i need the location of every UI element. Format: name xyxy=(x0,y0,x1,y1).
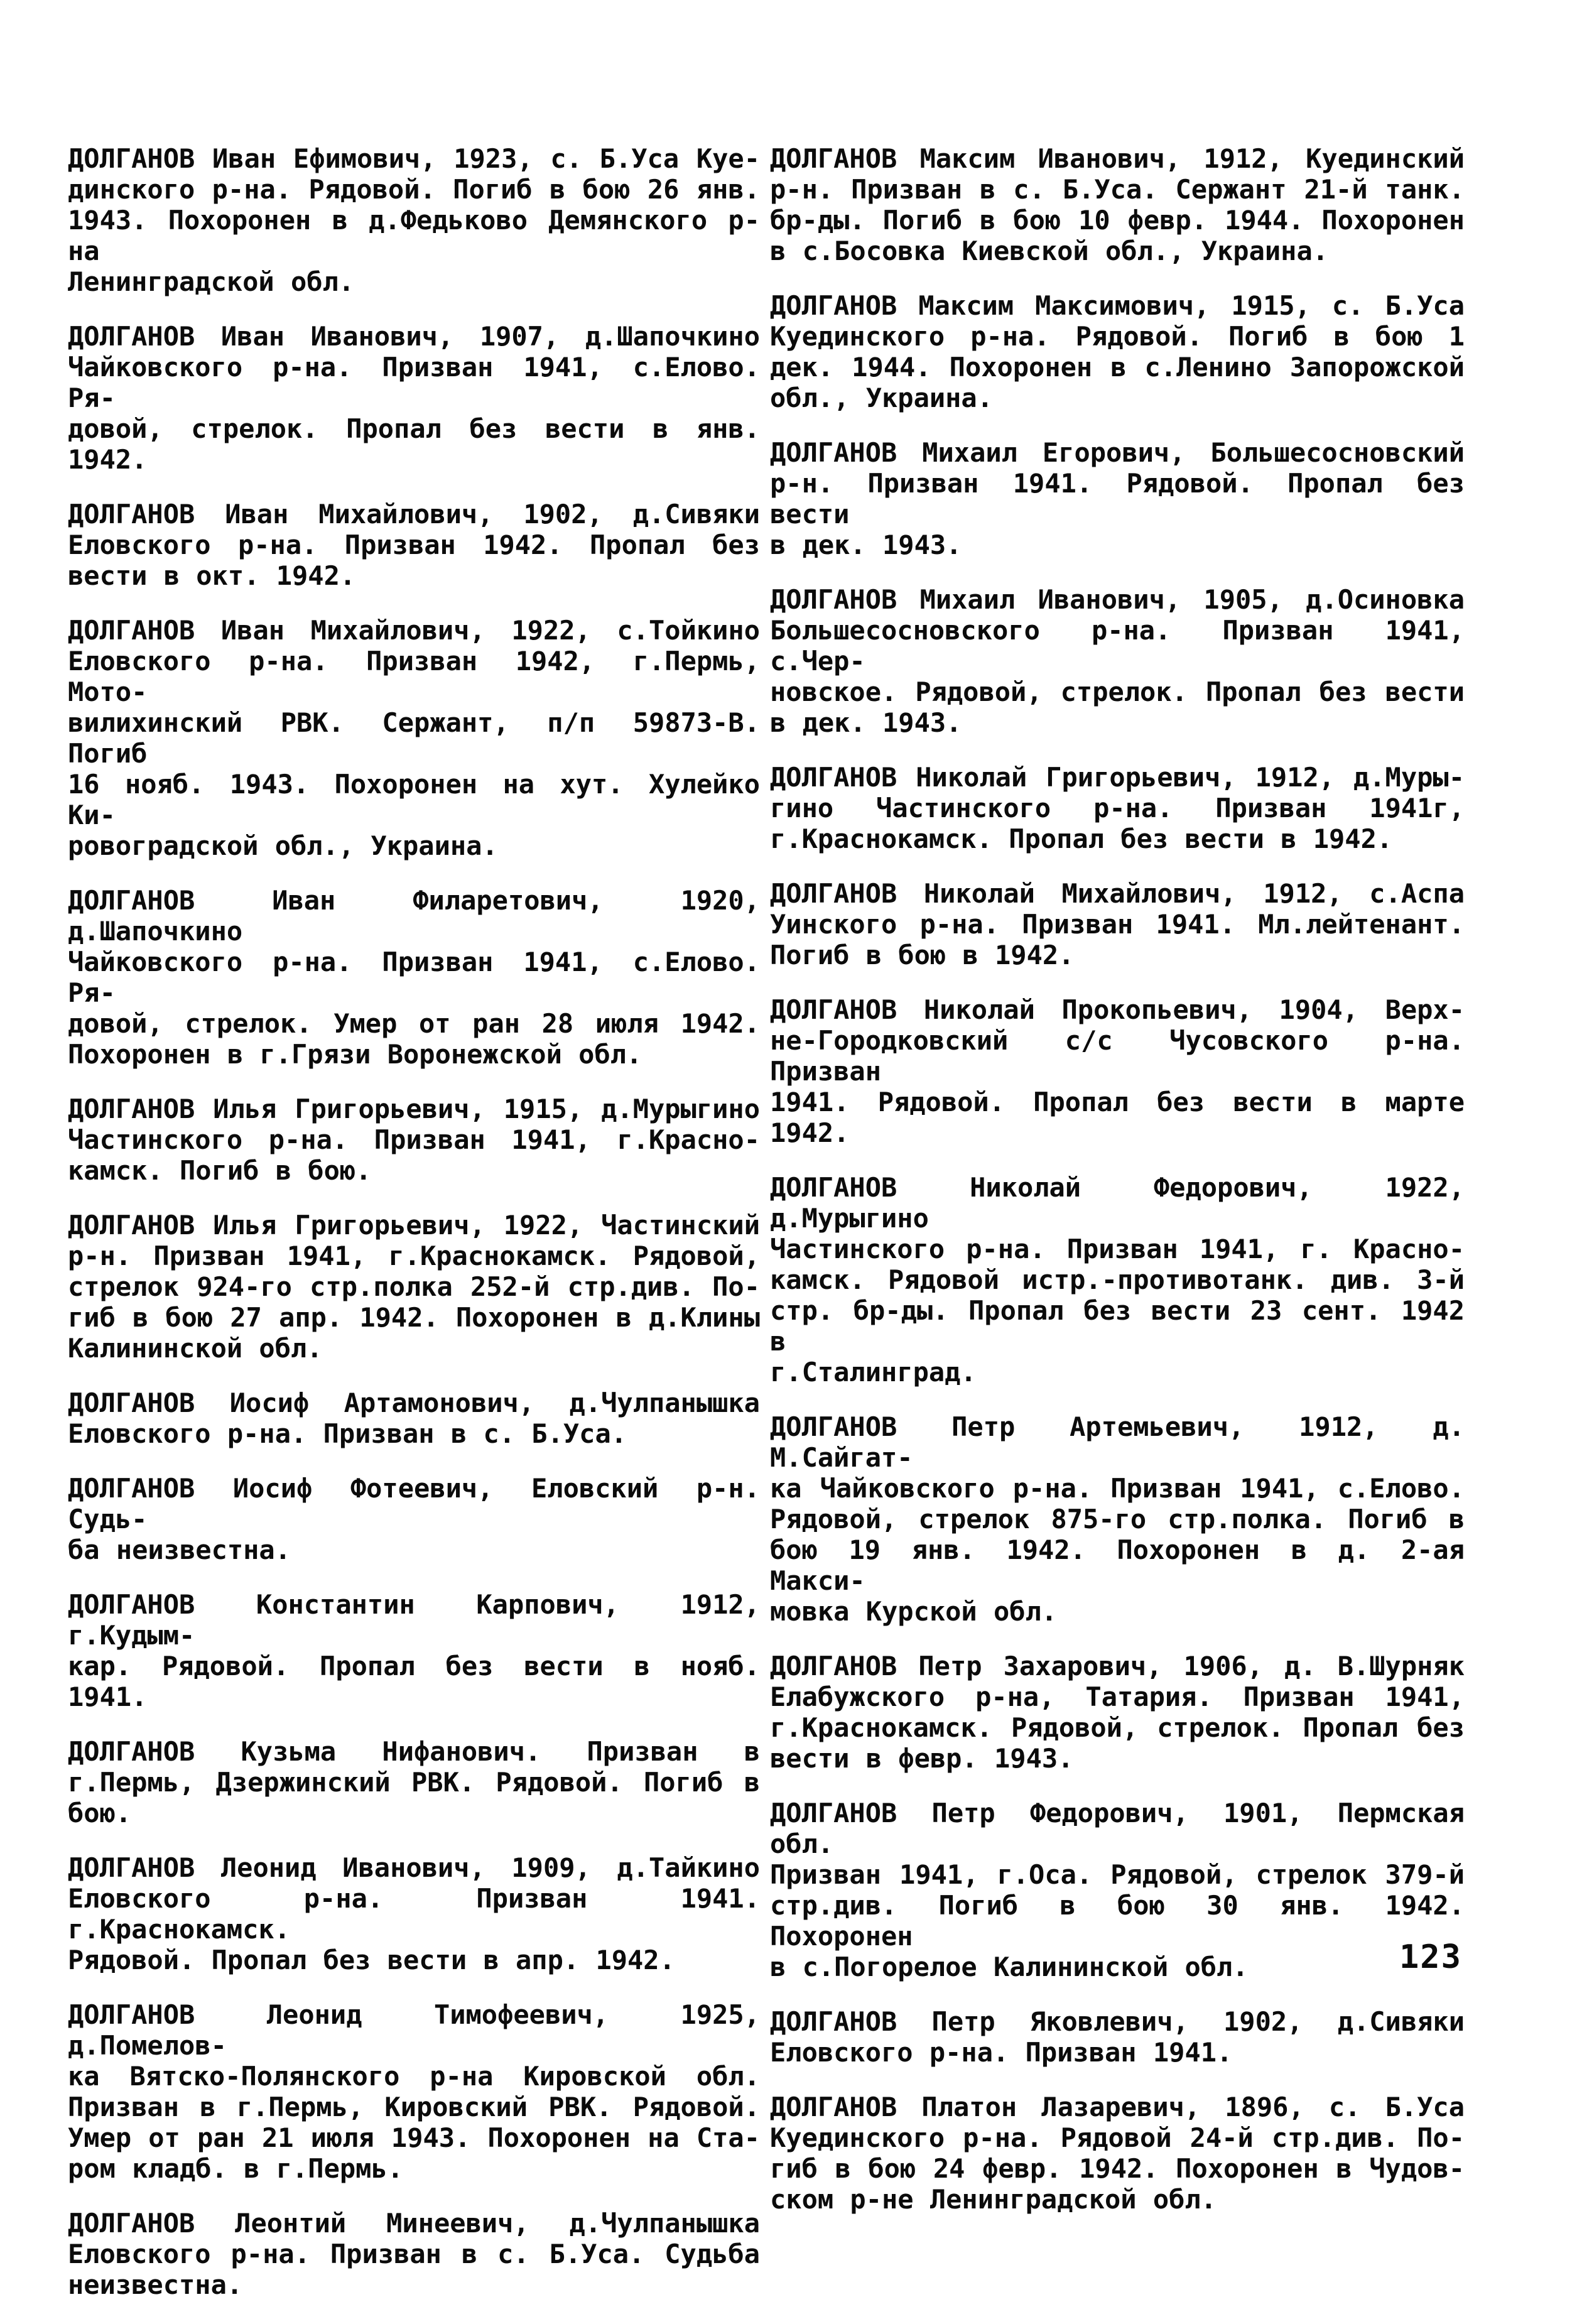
entry-line: вилихинский РВК. Сержант, п/п 59873-В. Погиб xyxy=(68,707,760,769)
entry-line: стр. бр-ды. Пропал без вести 23 сент. 1942 в xyxy=(770,1295,1465,1357)
entry-line: ДОЛГАНОВ Иван Филаретович, 1920, д.Шапочкино xyxy=(68,885,760,947)
entry-line: обл., Украина. xyxy=(770,383,994,413)
entry-line: неизвестна. xyxy=(68,2269,243,2300)
entry-line: Еловского р-на. Призван 1941. г.Краснокамск. xyxy=(68,1883,760,1945)
entry-line: ДОЛГАНОВ Петр Федорович, 1901, Пермская обл. xyxy=(770,1798,1465,1859)
entry-line: мовка Курской обл. xyxy=(770,1596,1058,1627)
entry-line: Куединского р-на. Рядовой 24-й стр.див. По- xyxy=(770,2122,1465,2153)
entry-line: гино Частинского р-на. Призван 1941г, xyxy=(770,793,1465,823)
entry-line: ДОЛГАНОВ Петр Захарович, 1906, д. В.Шурняк xyxy=(770,1651,1465,1681)
entry-line: Куединского р-на. Рядовой. Погиб в бою 1 xyxy=(770,321,1465,352)
entry-line: г.Пермь, Дзержинский РВК. Рядовой. Погиб в xyxy=(68,1767,760,1798)
entry-line: в дек. 1943. xyxy=(770,529,962,560)
entry-line: дек. 1944. Похоронен в с.Ленино Запорожской xyxy=(770,352,1465,383)
entry-line: в с.Погорелое Калининской обл. xyxy=(770,1952,1249,1982)
entry-line: ДОЛГАНОВ Кузьма Нифанович. Призван в xyxy=(68,1736,760,1767)
entry-line: ДОЛГАНОВ Иван Ефимович, 1923, с. Б.Уса Куе- xyxy=(68,143,760,174)
entry-line: ДОЛГАНОВ Николай Михайлович, 1912, с.Аспа xyxy=(770,878,1465,909)
entry-line: ДОЛГАНОВ Леонид Тимофеевич, 1925, д.Помелов- xyxy=(68,1999,760,2061)
entry-line: ДОЛГАНОВ Максим Иванович, 1912, Куединский xyxy=(770,143,1465,174)
entry-line: камск. Рядовой истр.-противотанк. див. 3-й xyxy=(770,1264,1465,1295)
entry-line: Призван в г.Пермь, Кировский РВК. Рядовой. xyxy=(68,2092,760,2122)
entry-line: Похоронен в г.Грязи Воронежской обл. xyxy=(68,1039,642,1070)
memorial-entry xyxy=(770,762,1465,854)
memorial-entry xyxy=(770,290,1465,413)
memorial-entry xyxy=(68,1736,760,1828)
memorial-entry xyxy=(770,584,1465,738)
entry-line: бою 19 янв. 1942. Похоронен в д. 2-ая Макси- xyxy=(770,1534,1465,1596)
entry-line: р-н. Призван 1941. Рядовой. Пропал без вести xyxy=(770,468,1465,529)
entry-line: Чайковского р-на. Призван 1941, с.Елово. Ря- xyxy=(68,352,760,413)
memorial-entry xyxy=(68,1589,760,1712)
entry-line: кар. Рядовой. Пропал без вести в нояб. 1941. xyxy=(68,1651,760,1712)
memorial-entry xyxy=(68,1999,760,2184)
entry-line: ДОЛГАНОВ Михаил Егорович, Большесосновский xyxy=(770,437,1465,468)
entry-line: ровоградской обл., Украина. xyxy=(68,830,498,861)
memorial-entry xyxy=(68,143,760,297)
entry-line: Погиб в бою в 1942. xyxy=(770,940,1075,970)
entry-line: ДОЛГАНОВ Николай Федорович, 1922, д.Мурыгино xyxy=(770,1172,1465,1234)
memorial-entry xyxy=(68,615,760,861)
entry-line: ском р-не Ленинградской обл. xyxy=(770,2184,1217,2215)
entry-line: ка Чайковского р-на. Призван 1941, с.Елово. xyxy=(770,1473,1465,1504)
entry-line: ДОЛГАНОВ Константин Карпович, 1912, г.Кудым- xyxy=(68,1589,760,1651)
entry-line: Калининской обл. xyxy=(68,1333,323,1364)
memorial-entry xyxy=(68,885,760,1070)
page-number: 123 xyxy=(1399,1938,1462,1976)
entry-line: ДОЛГАНОВ Иван Михайлович, 1902, д.Сивяки xyxy=(68,499,760,529)
entry-line: ба неизвестна. xyxy=(68,1534,291,1565)
entry-line: Еловского р-на. Призван 1942, г.Пермь, Мото- xyxy=(68,646,760,707)
entry-line: вести в февр. 1943. xyxy=(770,1743,1074,1774)
entry-line: 16 нояб. 1943. Похоронен на хут. Хулейко Ки- xyxy=(68,769,760,830)
entry-line: бою. xyxy=(68,1798,132,1828)
entry-line: Умер от ран 21 июля 1943. Похоронен на Ста- xyxy=(68,2122,760,2153)
memorial-entry xyxy=(68,499,760,591)
column-right xyxy=(770,143,1465,2239)
entry-line: динского р-на. Рядовой. Погиб в бою 26 янв. xyxy=(68,174,760,205)
entry-line: ДОЛГАНОВ Иосиф Артамонович, д.Чулпанышка xyxy=(68,1387,760,1418)
entry-line: Ленинградской обл. xyxy=(68,266,355,297)
entry-line: Большесосновского р-на. Призван 1941, с.Чер- xyxy=(770,615,1465,676)
entry-line: ДОЛГАНОВ Максим Максимович, 1915, с. Б.Уса xyxy=(770,290,1465,321)
memorial-entry xyxy=(770,1411,1465,1627)
entry-line: г.Краснокамск. Пропал без вести в 1942. xyxy=(770,823,1393,854)
memorial-entry xyxy=(770,1651,1465,1774)
entry-line: 1941. Рядовой. Пропал без вести в марте xyxy=(770,1087,1465,1117)
entry-line: Еловского р-на. Призван 1941. xyxy=(770,2037,1233,2068)
entry-line: в дек. 1943. xyxy=(770,707,962,738)
entry-line: ДОЛГАНОВ Платон Лазаревич, 1896, с. Б.Уса xyxy=(770,2092,1465,2122)
memorial-entry xyxy=(770,878,1465,970)
memorial-entry xyxy=(68,2208,760,2300)
entry-line: г.Краснокамск. Рядовой, стрелок. Пропал без xyxy=(770,1712,1465,1743)
memorial-entry xyxy=(770,2092,1465,2215)
entry-line: камск. Погиб в бою. xyxy=(68,1155,372,1186)
entry-line: гиб в бою 27 апр. 1942. Похоронен в д.Клины xyxy=(68,1302,760,1333)
entry-line: Уинского р-на. Призван 1941. Мл.лейтенант. xyxy=(770,909,1465,940)
entry-line: 1942. xyxy=(770,1117,850,1148)
entry-line: р-н. Призван в с. Б.Уса. Сержант 21-й танк. xyxy=(770,174,1465,205)
entry-line: ДОЛГАНОВ Леонтий Минеевич, д.Чулпанышка xyxy=(68,2208,760,2239)
entry-line: стрелок 924-го стр.полка 252-й стр.див. По- xyxy=(68,1271,760,1302)
entry-line: Частинского р-на. Призван 1941, г. Красно- xyxy=(770,1234,1465,1264)
memorial-entry xyxy=(68,1852,760,1975)
entry-line: довой, стрелок. Умер от ран 28 июля 1942. xyxy=(68,1008,760,1039)
entry-line: Частинского р-на. Призван 1941, г.Красно- xyxy=(68,1124,760,1155)
entry-line: не-Городковский с/с Чусовского р-на. Призван xyxy=(770,1025,1465,1087)
memorial-entry xyxy=(770,2006,1465,2068)
entry-line: ка Вятско-Полянского р-на Кировской обл. xyxy=(68,2061,760,2092)
entry-line: ДОЛГАНОВ Петр Яковлевич, 1902, д.Сивяки xyxy=(770,2006,1465,2037)
memorial-entry xyxy=(770,994,1465,1148)
entry-line: 1943. Похоронен в д.Федьково Демянского р-на xyxy=(68,205,760,266)
memorial-entry xyxy=(68,1210,760,1364)
entry-line: Чайковского р-на. Призван 1941, с.Елово. Ря- xyxy=(68,947,760,1008)
entry-line: Еловского р-на. Призван 1942. Пропал без xyxy=(68,529,760,560)
entry-line: бр-ды. Погиб в бою 10 февр. 1944. Похоронен xyxy=(770,205,1465,236)
entry-line: ДОЛГАНОВ Николай Григорьевич, 1912, д.Муры- xyxy=(770,762,1465,793)
entry-line: довой, стрелок. Пропал без вести в янв. xyxy=(68,413,760,444)
entry-line: р-н. Призван 1941, г.Краснокамск. Рядовой, xyxy=(68,1241,760,1271)
entry-line: в с.Босовка Киевской обл., Украина. xyxy=(770,236,1329,266)
entry-line: Рядовой, стрелок 875-го стр.полка. Погиб в xyxy=(770,1504,1465,1534)
memorial-entry xyxy=(770,1798,1465,1982)
entry-line: Рядовой. Пропал без вести в апр. 1942. xyxy=(68,1945,675,1975)
memorial-entry xyxy=(68,321,760,475)
entry-line: ДОЛГАНОВ Леонид Иванович, 1909, д.Тайкино xyxy=(68,1852,760,1883)
column-left xyxy=(68,143,760,2324)
entry-line: ДОЛГАНОВ Иван Михайлович, 1922, с.Тойкино xyxy=(68,615,760,646)
entry-line: вести в окт. 1942. xyxy=(68,560,356,591)
memorial-entry xyxy=(68,1387,760,1449)
memorial-entry xyxy=(68,1473,760,1565)
entry-line: Еловского р-на. Призван в с. Б.Уса. xyxy=(68,1418,627,1449)
entry-line: ДОЛГАНОВ Михаил Иванович, 1905, д.Осиновка xyxy=(770,584,1465,615)
entry-line: стр.див. Погиб в бою 30 янв. 1942. Похоронен xyxy=(770,1890,1465,1952)
entry-line: гиб в бою 24 февр. 1942. Похоронен в Чудов- xyxy=(770,2153,1465,2184)
entry-line: Елабужского р-на, Татария. Призван 1941, xyxy=(770,1681,1465,1712)
entry-line: ром кладб. в г.Пермь. xyxy=(68,2153,404,2184)
entry-line: г.Сталинград. xyxy=(770,1357,977,1387)
entry-line: ДОЛГАНОВ Петр Артемьевич, 1912, д. М.Сайгат- xyxy=(770,1411,1465,1473)
entry-line: Еловского р-на. Призван в с. Б.Уса. Судьба xyxy=(68,2239,760,2269)
entry-line: ДОЛГАНОВ Николай Прокопьевич, 1904, Верх- xyxy=(770,994,1465,1025)
entry-line: 1942. xyxy=(68,444,148,475)
entry-line: новское. Рядовой, стрелок. Пропал без вести xyxy=(770,676,1465,707)
memorial-entry xyxy=(770,437,1465,560)
entry-line: ДОЛГАНОВ Илья Григорьевич, 1915, д.Мурыгино xyxy=(68,1094,760,1124)
entry-line: ДОЛГАНОВ Иосиф Фотеевич, Еловский р-н. Судь- xyxy=(68,1473,760,1534)
entry-line: ДОЛГАНОВ Илья Григорьевич, 1922, Частинский xyxy=(68,1210,760,1241)
memorial-entry xyxy=(770,1172,1465,1387)
memorial-entry xyxy=(770,143,1465,266)
memorial-entry xyxy=(68,1094,760,1186)
entry-line: ДОЛГАНОВ Иван Иванович, 1907, д.Шапочкино xyxy=(68,321,760,352)
entry-line: Призван 1941, г.Оса. Рядовой, стрелок 379-й xyxy=(770,1859,1465,1890)
